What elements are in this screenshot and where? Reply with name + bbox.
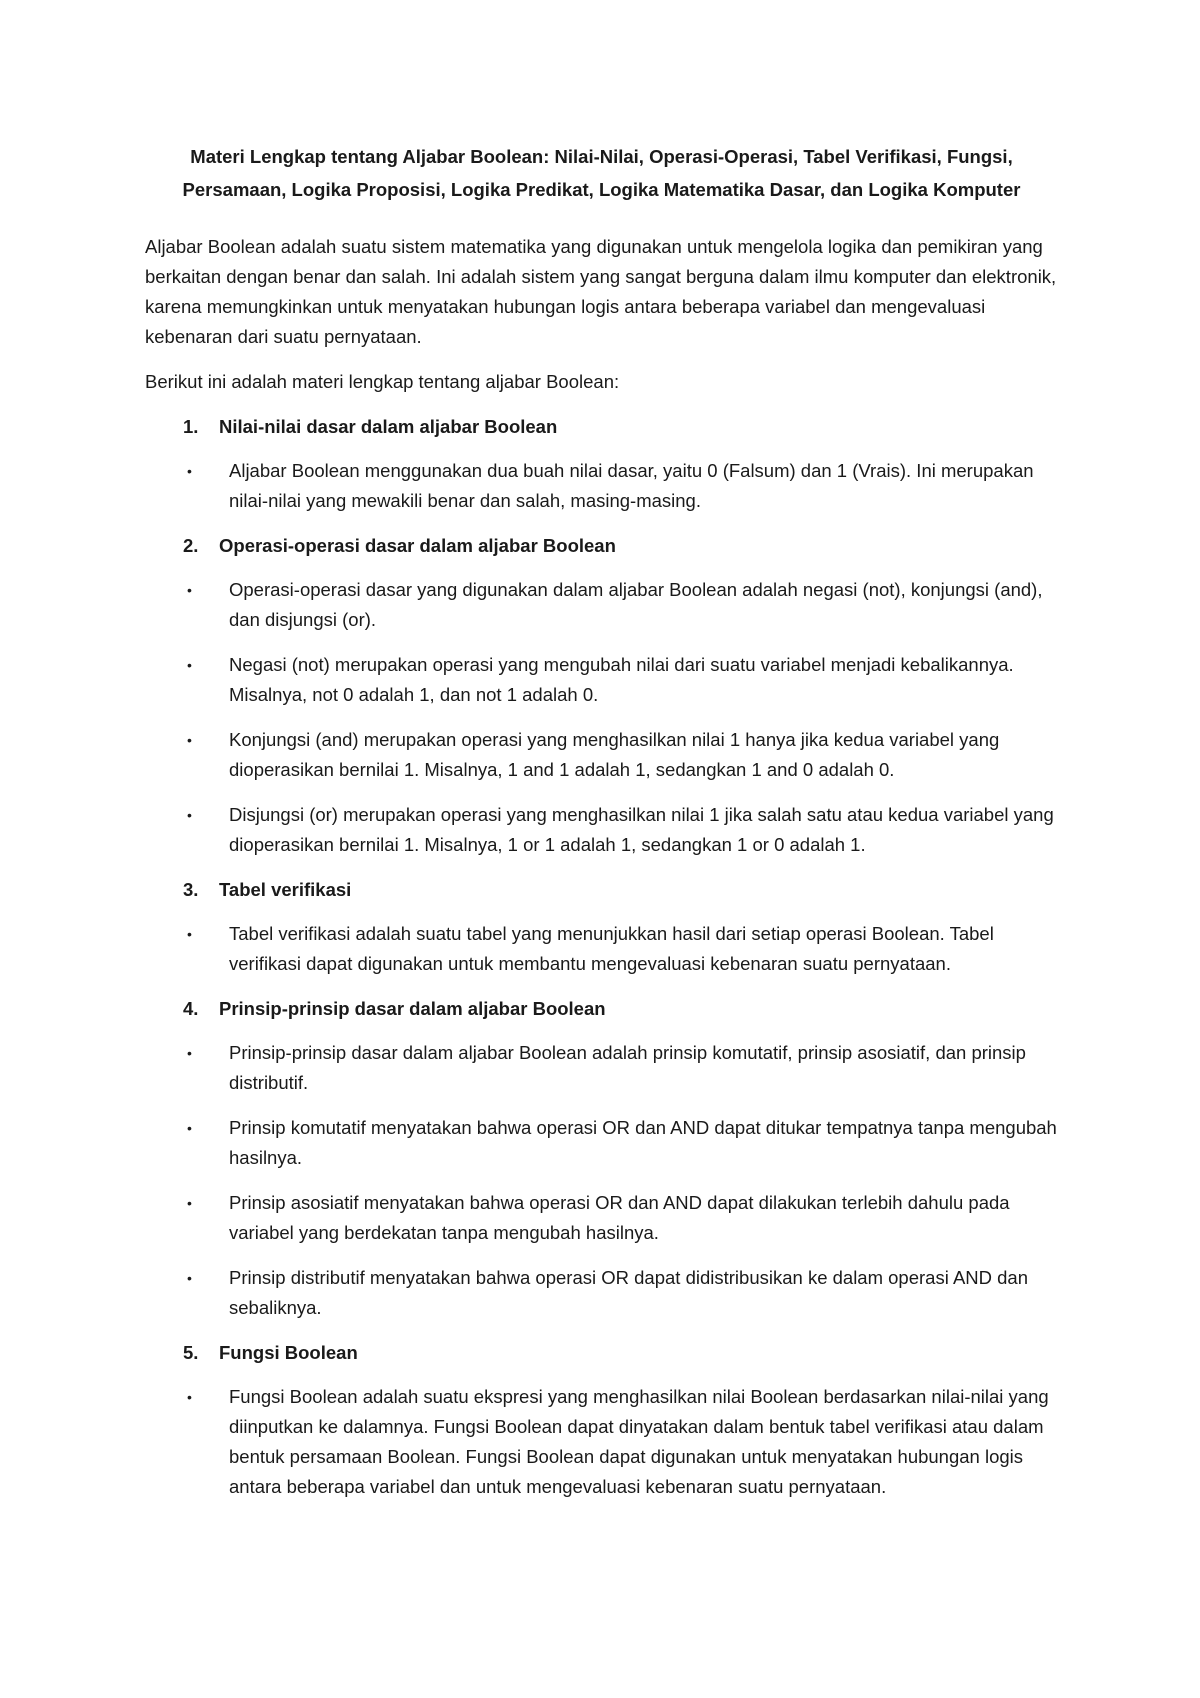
section-heading [145, 1338, 1058, 1368]
section-heading [145, 531, 1058, 561]
section-number: 5. [183, 1342, 199, 1363]
section-heading-text: Nilai-nilai dasar dalam aljabar Boolean [219, 416, 558, 437]
intro-paragraph: Aljabar Boolean adalah suatu sistem matematika yang digunakan untuk mengelola logika dan pemikiran yang berkaitan dengan benar dan salah. Ini adalah sistem yang sangat berguna dalam ilmu komputer dan elektronik, karena memungkinkan untuk menyatakan hubungan logis antara beberapa variabel dan mengevaluasi kebenaran dari suatu pernyataan. [145, 236, 1057, 347]
bullet-icon: • [187, 657, 192, 673]
list-item [145, 1113, 1058, 1173]
section-list [145, 412, 1058, 1502]
bullet-icon: • [187, 1120, 192, 1136]
list-item [145, 456, 1058, 516]
section-1 [145, 412, 1058, 516]
bullet-text: Prinsip distributif menyatakan bahwa operasi OR dapat didistribusikan ke dalam operasi AND dan sebaliknya. [229, 1267, 1029, 1318]
list-item [145, 1188, 1058, 1248]
bullet-text: Negasi (not) merupakan operasi yang mengubah nilai dari suatu variabel menjadi kebalikannya. Misalnya, not 0 adalah 1, dan not 1 adalah 0. [229, 654, 1014, 705]
bullet-text: Konjungsi (and) merupakan operasi yang menghasilkan nilai 1 hanya jika kedua variabel yang dioperasikan bernilai 1. Misalnya, 1 and 1 adalah 1, sedangkan 1 and 0 adalah 0. [229, 729, 1000, 780]
bullet-icon: • [187, 807, 192, 823]
section-number: 1. [183, 416, 199, 437]
bullet-text: Aljabar Boolean menggunakan dua buah nilai dasar, yaitu 0 (Falsum) dan 1 (Vrais). Ini merupakan nilai-nilai yang mewakili benar dan salah, masing-masing. [229, 460, 1034, 511]
list-item [145, 1382, 1058, 1502]
bullet-list [145, 1382, 1058, 1502]
list-item [145, 800, 1058, 860]
section-heading [145, 875, 1058, 905]
list-item [145, 919, 1058, 979]
bullet-icon: • [187, 926, 192, 942]
section-heading-text: Operasi-operasi dasar dalam aljabar Boolean [219, 535, 616, 556]
bullet-list [145, 1038, 1058, 1323]
bullet-icon: • [187, 1195, 192, 1211]
bullet-list [145, 456, 1058, 516]
bullet-icon: • [187, 582, 192, 598]
section-heading [145, 412, 1058, 442]
section-4 [145, 994, 1058, 1323]
title-line-2: Persamaan, Logika Proposisi, Logika Predikat, Logika Matematika Dasar, dan Logika Komputer [182, 179, 1021, 200]
section-heading [145, 994, 1058, 1024]
section-heading-text: Fungsi Boolean [219, 1342, 358, 1363]
bullet-text: Fungsi Boolean adalah suatu ekspresi yang menghasilkan nilai Boolean berdasarkan nilai-nilai yang diinputkan ke dalamnya. Fungsi Boolean dapat dinyatakan dalam bentuk tabel verifikasi atau dalam bentuk persamaan Boolean. Fungsi Boolean dapat digunakan untuk menyatakan hubungan logis antara beberapa variabel dan untuk mengevaluasi kebenaran suatu pernyataan. [229, 1386, 1049, 1497]
bullet-text: Prinsip asosiatif menyatakan bahwa operasi OR dan AND dapat dilakukan terlebih dahulu pada variabel yang berdekatan tanpa mengubah hasilnya. [229, 1192, 1010, 1243]
bullet-text: Disjungsi (or) merupakan operasi yang menghasilkan nilai 1 jika salah satu atau kedua variabel yang dioperasikan bernilai 1. Misalnya, 1 or 1 adalah 1, sedangkan 1 or 0 adalah 1. [229, 804, 1054, 855]
bullet-icon: • [187, 732, 192, 748]
bullet-icon: • [187, 1389, 192, 1405]
section-3 [145, 875, 1058, 979]
section-5 [145, 1338, 1058, 1502]
bullet-icon: • [187, 1045, 192, 1061]
bullet-text: Prinsip-prinsip dasar dalam aljabar Boolean adalah prinsip komutatif, prinsip asosiatif, dan prinsip distributif. [229, 1042, 1026, 1093]
list-item [145, 1263, 1058, 1323]
section-number: 4. [183, 998, 199, 1019]
list-item [145, 575, 1058, 635]
bullet-list [145, 919, 1058, 979]
bullet-text: Tabel verifikasi adalah suatu tabel yang menunjukkan hasil dari setiap operasi Boolean. Tabel verifikasi dapat digunakan untuk membantu mengevaluasi kebenaran suatu pernyataan. [229, 923, 994, 974]
section-2 [145, 531, 1058, 860]
list-item [145, 650, 1058, 710]
title-line-1: Materi Lengkap tentang Aljabar Boolean: Nilai-Nilai, Operasi-Operasi, Tabel Verifikasi, Fungsi, [190, 146, 1013, 167]
bullet-icon: • [187, 1270, 192, 1286]
section-heading-text: Tabel verifikasi [219, 879, 352, 900]
bullet-icon: • [187, 463, 192, 479]
bullet-text: Prinsip komutatif menyatakan bahwa operasi OR dan AND dapat ditukar tempatnya tanpa mengubah hasilnya. [229, 1117, 1057, 1168]
section-heading-text: Prinsip-prinsip dasar dalam aljabar Boolean [219, 998, 606, 1019]
document-title [145, 140, 1058, 206]
bullet-list [145, 575, 1058, 860]
lead-in-paragraph: Berikut ini adalah materi lengkap tentang aljabar Boolean: [145, 371, 620, 392]
section-number: 3. [183, 879, 199, 900]
list-item [145, 725, 1058, 785]
list-item [145, 1038, 1058, 1098]
bullet-text: Operasi-operasi dasar yang digunakan dalam aljabar Boolean adalah negasi (not), konjungsi (and), dan disjungsi (or). [229, 579, 1043, 630]
section-number: 2. [183, 535, 199, 556]
